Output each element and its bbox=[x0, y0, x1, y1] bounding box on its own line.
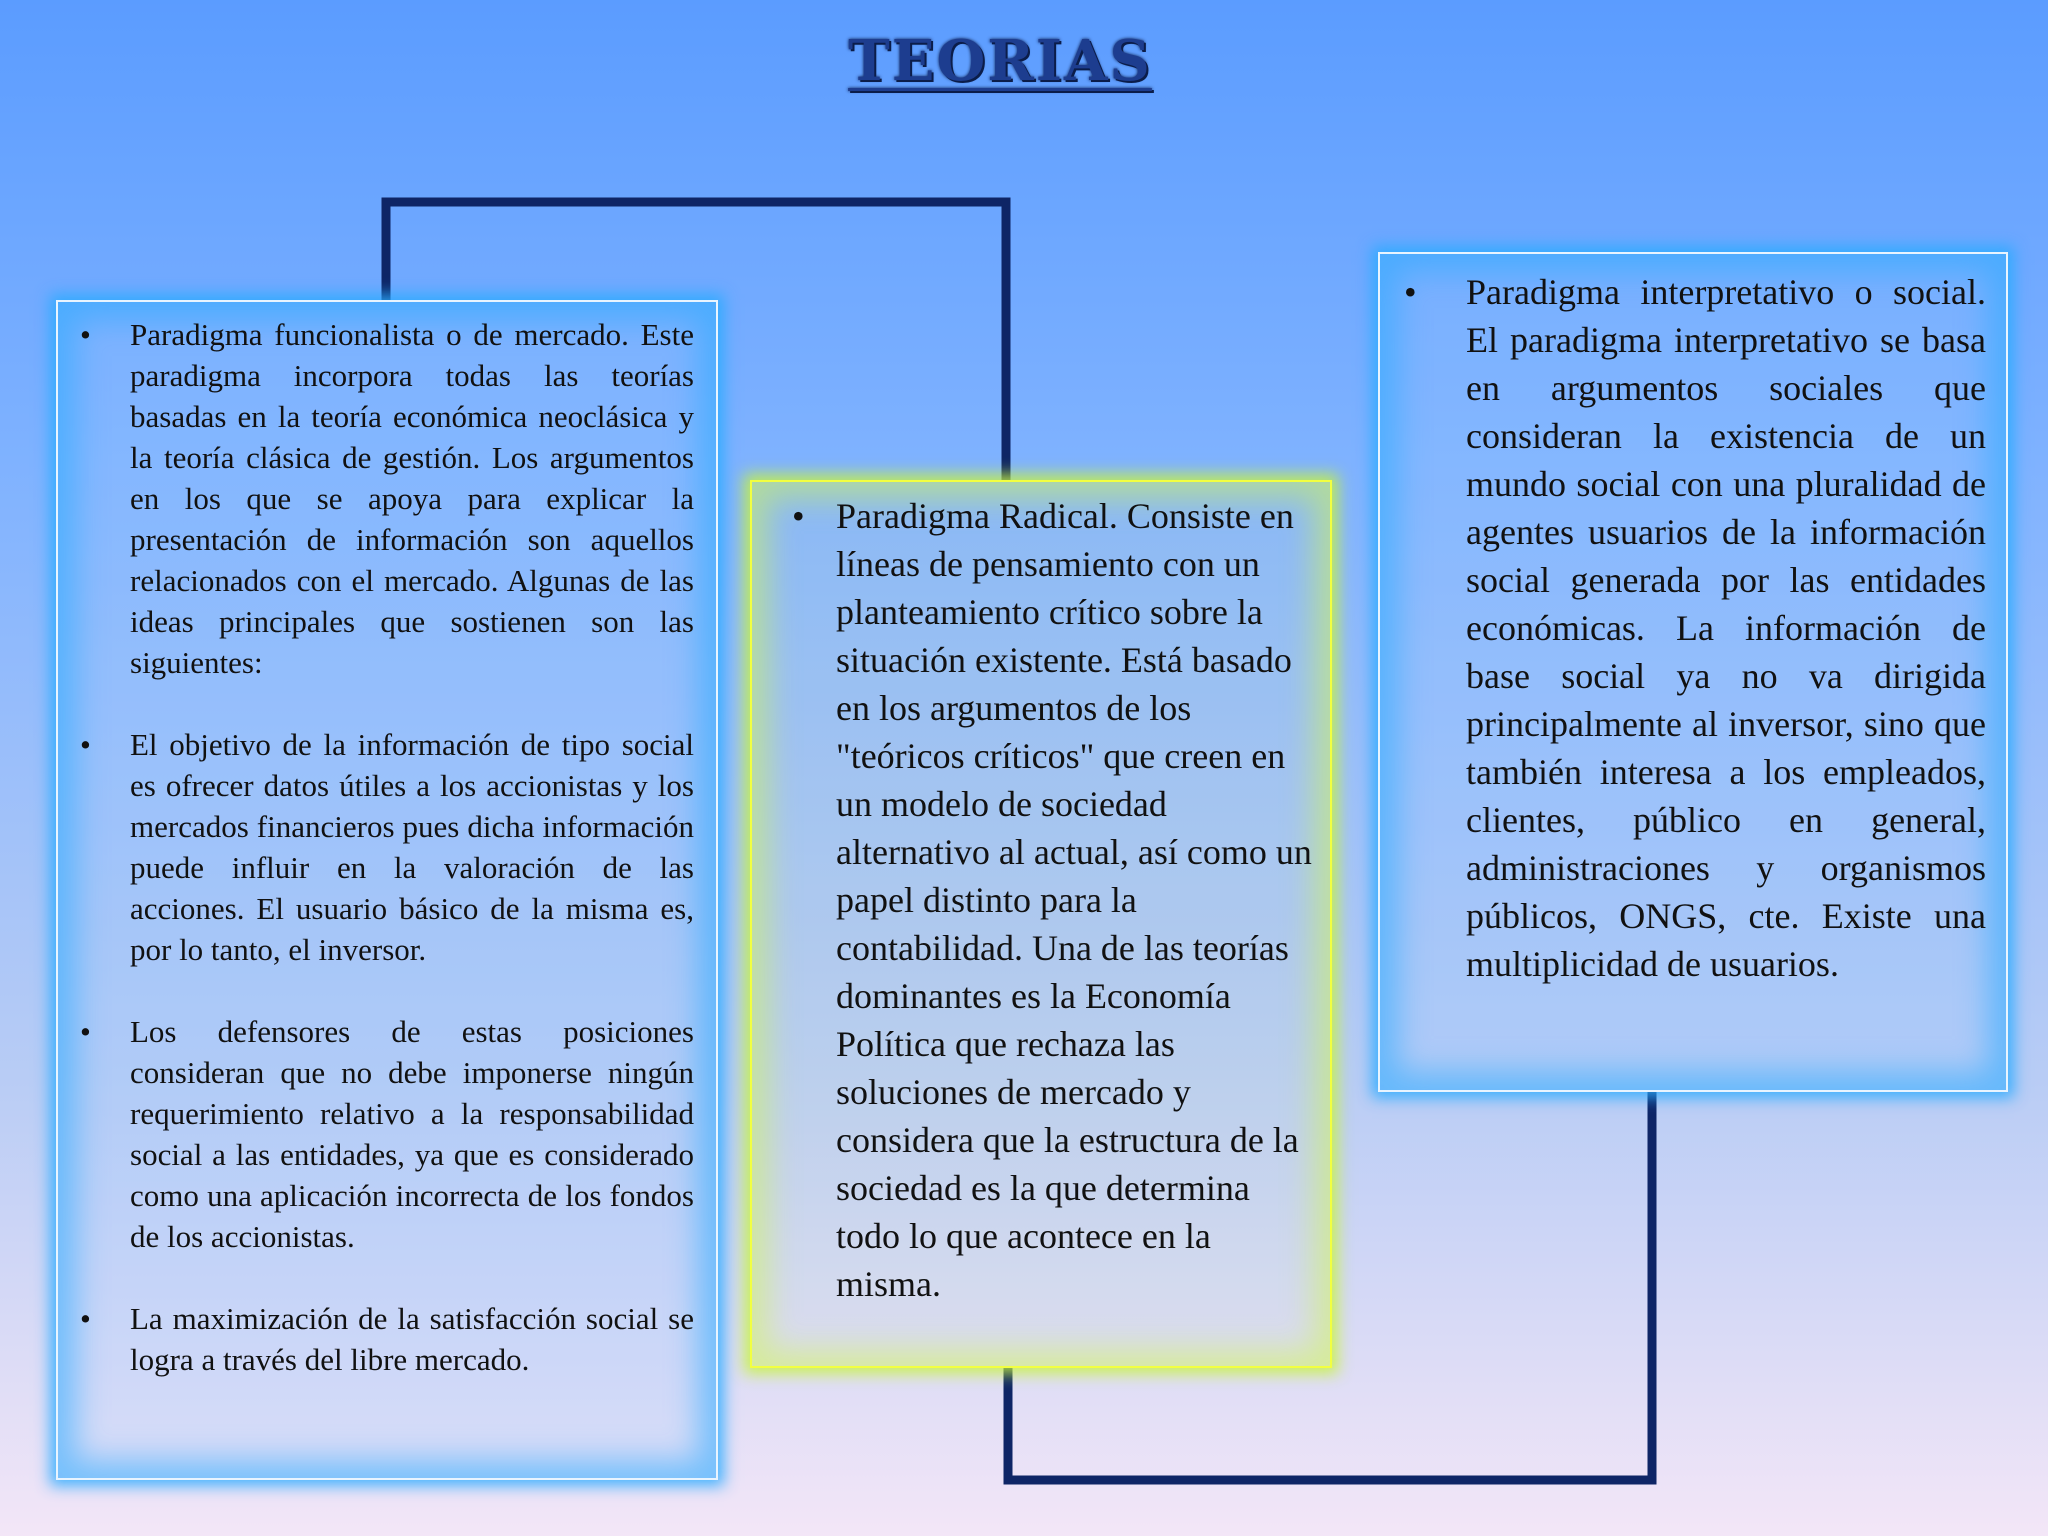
bullet-list bbox=[1398, 268, 1986, 988]
bullet-icon: • bbox=[80, 1014, 91, 1049]
bullet-icon: • bbox=[80, 727, 91, 762]
list-item-text: Paradigma Radical. Consiste en líneas de pensamiento con un planteamiento crítico sobre la situación existente. Está basado en los argumentos de los "teóricos críticos" que creen en un modelo de sociedad alternativo al actual, así como un papel distinto para la contabilidad. Una de las teorías dominantes es la Economía Política que rechaza las soluciones de mercado y considera que la estructura de la sociedad es la que determina todo lo que acontece en la misma. bbox=[836, 496, 1312, 1304]
list-item bbox=[76, 314, 694, 683]
page-title: TEORIAS bbox=[848, 28, 1152, 94]
box-paradigma-radical bbox=[750, 480, 1332, 1368]
box-paradigma-funcionalista bbox=[56, 300, 718, 1480]
list-item bbox=[76, 724, 694, 970]
bullet-list bbox=[76, 314, 694, 1380]
list-item bbox=[76, 1298, 694, 1380]
list-item bbox=[76, 1011, 694, 1257]
list-item bbox=[770, 492, 1312, 1308]
bullet-icon: • bbox=[80, 317, 91, 352]
bullet-icon: • bbox=[792, 496, 805, 536]
list-item-text: Paradigma funcionalista o de mercado. Este paradigma incorpora todas las teorías basadas en la teoría económica neoclásica y la teoría clásica de gestión. Los argumentos en los que se apoya para explicar la presentación de información son aquellos relacionados con el mercado. Algunas de las ideas principales que sostienen son las siguientes: bbox=[130, 317, 694, 680]
list-item-text: Paradigma interpretativo o social. El paradigma interpretativo se basa en argumentos sociales que consideran la existencia de un mundo social con una pluralidad de agentes usuarios de la información social generada por las entidades económicas. La información de base social ya no va dirigida principalmente al inversor, sino que también interesa a los empleados, clientes, público en general, administraciones y organismos públicos, ONGS, cte. Existe una multiplicidad de usuarios. bbox=[1466, 272, 1986, 984]
bullet-list bbox=[770, 492, 1312, 1308]
bullet-icon: • bbox=[80, 1301, 91, 1336]
list-item-text: Los defensores de estas posiciones consideran que no debe imponerse ningún requerimiento relativo a la responsabilidad social a las entidades, ya que es considerado como una aplicación incorrecta de los fondos de los accionistas. bbox=[130, 1014, 694, 1254]
list-item bbox=[1398, 268, 1986, 988]
list-item-text: El objetivo de la información de tipo social es ofrecer datos útiles a los accionistas y los mercados financieros pues dicha información puede influir en la valoración de las acciones. El usuario básico de la misma es, por lo tanto, el inversor. bbox=[130, 727, 694, 967]
box-paradigma-interpretativo bbox=[1378, 252, 2008, 1092]
list-item-text: La maximización de la satisfacción social se logra a través del libre mercado. bbox=[130, 1301, 694, 1377]
bullet-icon: • bbox=[1404, 272, 1417, 312]
